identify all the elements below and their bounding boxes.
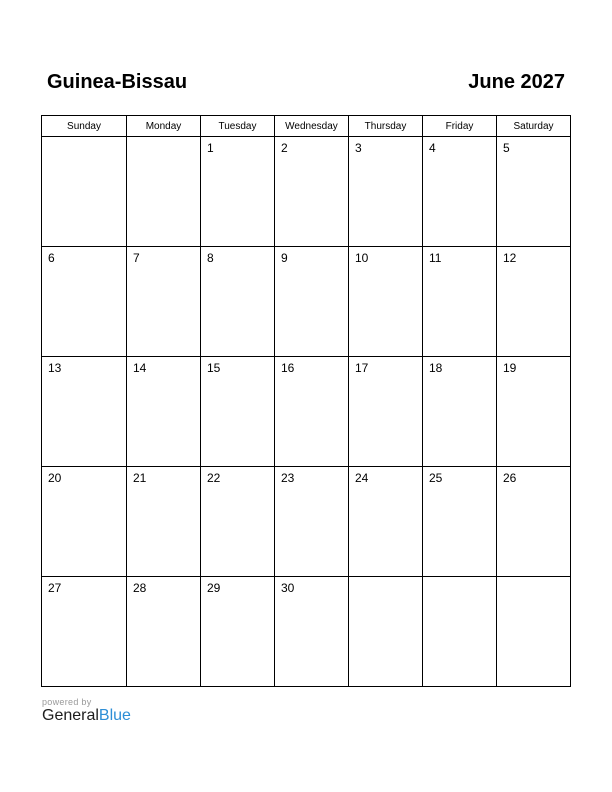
- day-cell: [349, 467, 423, 577]
- day-number: 27: [48, 581, 62, 595]
- day-number: 12: [503, 251, 517, 265]
- day-cell: [349, 357, 423, 467]
- weekday-header-saturday: Saturday: [497, 116, 571, 137]
- day-cell: [201, 467, 275, 577]
- day-cell: [201, 577, 275, 687]
- weekday-header-thursday: Thursday: [349, 116, 423, 137]
- day-number: 8: [207, 251, 214, 265]
- day-cell: [201, 247, 275, 357]
- day-cell: [42, 577, 127, 687]
- day-number: 16: [281, 361, 295, 375]
- day-number: 21: [133, 471, 147, 485]
- day-cell: [275, 357, 349, 467]
- day-number: 3: [355, 141, 362, 155]
- day-number: 17: [355, 361, 369, 375]
- day-cell: [42, 357, 127, 467]
- day-cell: [127, 137, 201, 247]
- day-cell: [497, 247, 571, 357]
- day-number: 4: [429, 141, 436, 155]
- day-cell: [497, 137, 571, 247]
- weekday-header-sunday: Sunday: [42, 116, 127, 137]
- week-row: [42, 357, 571, 467]
- day-number: 5: [503, 141, 510, 155]
- day-cell: [275, 137, 349, 247]
- day-number: 15: [207, 361, 221, 375]
- day-cell: [42, 247, 127, 357]
- day-number: 1: [207, 141, 214, 155]
- day-cell: [127, 247, 201, 357]
- week-row: [42, 577, 571, 687]
- weekday-header-tuesday: Tuesday: [201, 116, 275, 137]
- day-number: 28: [133, 581, 147, 595]
- day-cell: [42, 467, 127, 577]
- day-cell: [201, 137, 275, 247]
- day-cell: [127, 357, 201, 467]
- day-cell: [42, 137, 127, 247]
- day-cell: [423, 137, 497, 247]
- day-cell: [349, 137, 423, 247]
- brand-blue-text: Blue: [98, 707, 131, 724]
- day-cell: [127, 467, 201, 577]
- weekday-header-monday: Monday: [127, 116, 201, 137]
- day-number: 9: [281, 251, 288, 265]
- weekday-header-friday: Friday: [423, 116, 497, 137]
- day-number: 13: [48, 361, 62, 375]
- day-cell: [201, 357, 275, 467]
- day-number: 24: [355, 471, 369, 485]
- weekday-header-wednesday: Wednesday: [275, 116, 349, 137]
- day-number: 30: [281, 581, 295, 595]
- powered-by-text: powered by: [42, 697, 92, 707]
- day-number: 10: [355, 251, 369, 265]
- day-number: 7: [133, 251, 140, 265]
- day-cell: [275, 247, 349, 357]
- day-cell: [497, 357, 571, 467]
- day-cell: [497, 577, 571, 687]
- day-number: 29: [207, 581, 221, 595]
- brand-general-text: General: [42, 707, 99, 724]
- week-row: [42, 137, 571, 247]
- calendar-month-title: June 2027: [468, 71, 565, 93]
- generalblue-logo: [42, 707, 131, 725]
- day-number: 26: [503, 471, 517, 485]
- week-row: [42, 247, 571, 357]
- day-cell: [349, 247, 423, 357]
- day-number: 11: [429, 251, 442, 265]
- day-cell: [349, 577, 423, 687]
- day-number: 14: [133, 361, 147, 375]
- day-cell: [497, 467, 571, 577]
- week-row: [42, 467, 571, 577]
- weekday-header-row: [42, 116, 571, 137]
- day-number: 18: [429, 361, 443, 375]
- day-cell: [127, 577, 201, 687]
- calendar-grid: [41, 115, 571, 687]
- day-number: 6: [48, 251, 55, 265]
- day-cell: [423, 357, 497, 467]
- day-number: 2: [281, 141, 288, 155]
- day-cell: [275, 577, 349, 687]
- day-cell: [423, 467, 497, 577]
- day-number: 22: [207, 471, 221, 485]
- day-cell: [423, 577, 497, 687]
- day-number: 23: [281, 471, 295, 485]
- day-number: 25: [429, 471, 443, 485]
- day-cell: [423, 247, 497, 357]
- day-cell: [275, 467, 349, 577]
- calendar-country-title: Guinea-Bissau: [47, 71, 188, 93]
- day-number: 20: [48, 471, 62, 485]
- footer-branding: [42, 697, 131, 725]
- day-number: 19: [503, 361, 517, 375]
